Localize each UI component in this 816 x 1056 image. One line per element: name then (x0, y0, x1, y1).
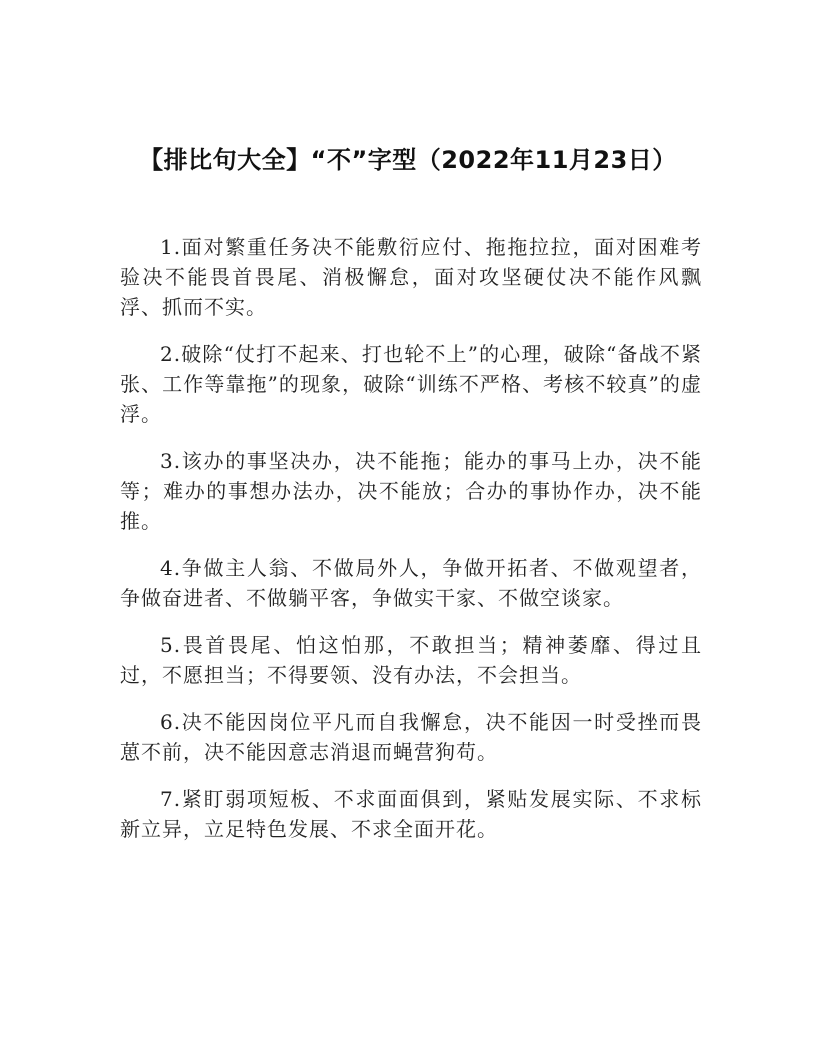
document-body (120, 232, 702, 861)
document-title: 【排比句大全】“不”字型（2022年11月23日） (139, 146, 677, 174)
paragraph-5: 5.畏首畏尾、怕这怕那，不敢担当；精神萎靡、得过且过，不愿担当；不得要领、没有办法，不会担当。 (120, 633, 702, 687)
paragraph-3: 3.该办的事坚决办，决不能拖；能办的事马上办，决不能等；难办的事想办法办，决不能放；合办的事协作办，决不能推。 (120, 449, 702, 533)
paragraph-4: 4.争做主人翁、不做局外人，争做开拓者、不做观望者，争做奋进者、不做躺平客，争做实干家、不做空谈家。 (120, 556, 702, 610)
paragraph-1: 1.面对繁重任务决不能敷衍应付、拖拖拉拉，面对困难考验决不能畏首畏尾、消极懈怠，面对攻坚硬仗决不能作风飘浮、抓而不实。 (120, 235, 702, 319)
paragraph-7: 7.紧盯弱项短板、不求面面俱到，紧贴发展实际、不求标新立异，立足特色发展、不求全面开花。 (120, 787, 702, 841)
paragraph-2: 2.破除“仗打不起来、打也轮不上”的心理，破除“备战不紧张、工作等靠拖”的现象，破除“训练不严格、考核不较真”的虚浮。 (120, 342, 702, 426)
paragraph-6: 6.决不能因岗位平凡而自我懈怠，决不能因一时受挫而畏葸不前，决不能因意志消退而蝇营狗苟。 (120, 710, 702, 764)
